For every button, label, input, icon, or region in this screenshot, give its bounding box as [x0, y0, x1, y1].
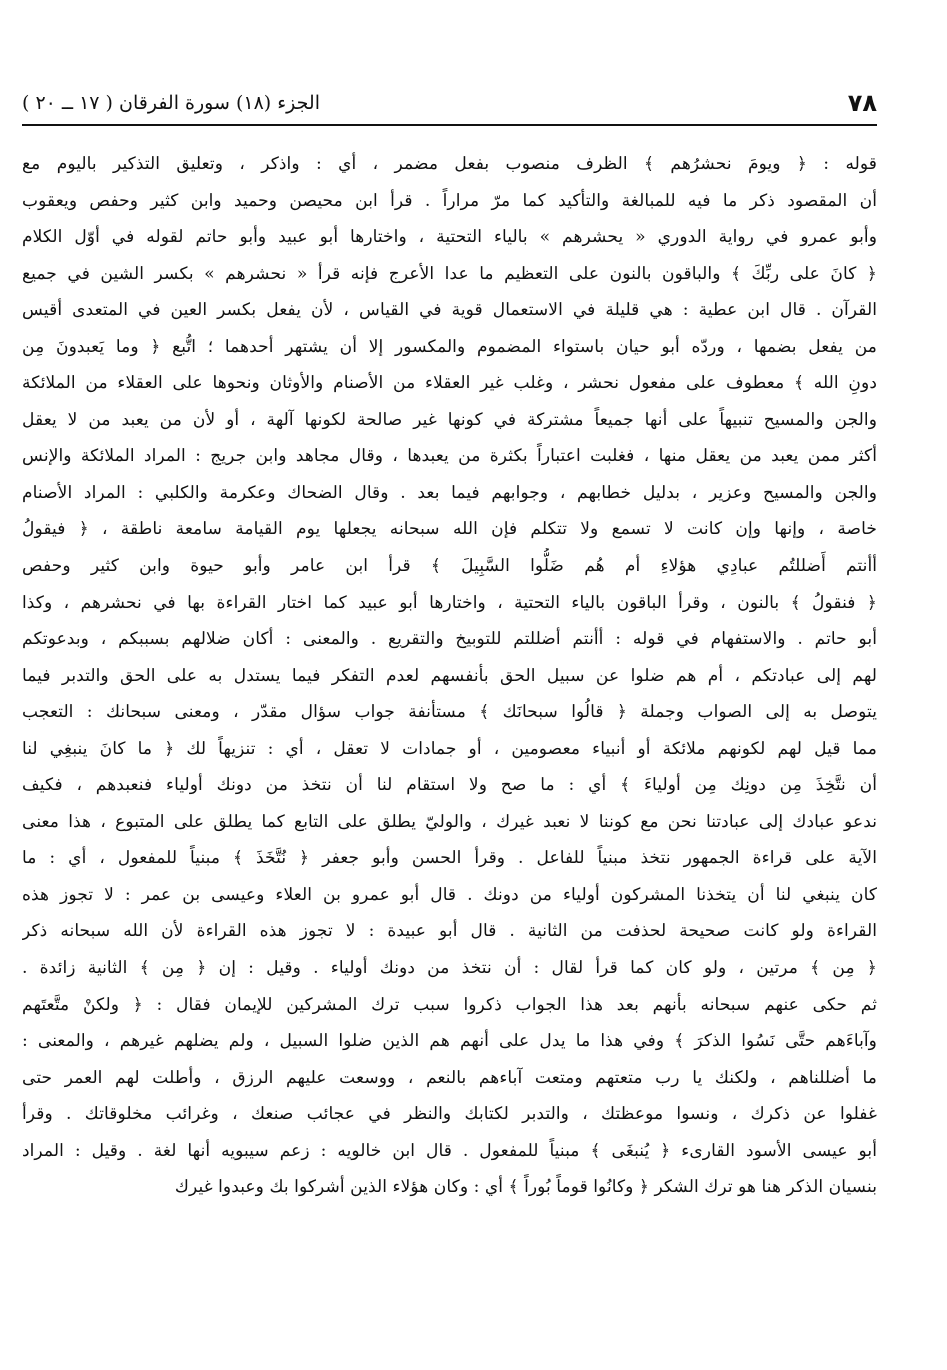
text-line: أن نتَّخِذَ مِن دونِك مِن أولياءَ ﴾ أي : ما صح ولا استقام لنا أن نتخذ من دونك أولياء فنعبدهم ، فكيف: [22, 775, 877, 796]
text-line: لهم إلى عبادتكم ، أم هم ضلوا عن سبيل الحق بأنفسهم لعدم التفكر فيما يستدل به على الحق والتدبر فيما: [22, 665, 877, 686]
text-line: وأبو عمرو في رواية الدوري « يحشرهم » بالياء التحتية ، واختارها أبو عبيد وأبو حاتم لقوله في أوّل الكلام: [22, 227, 877, 248]
text-line: قوله : ﴿ ويومَ نحشرُهم ﴾ الظرف منصوب بفعل مضمر ، أي : واذكر ، وتعليق التذكير باليوم مع: [22, 154, 877, 174]
text-line: ﴿ كانَ على ربِّكَ ﴾ والباقون بالنون على التعظيم ما عدا الأعرج فإنه قرأ « نحشرهم » بكسر الشين في جميع: [22, 263, 877, 284]
page-number: ٧٨: [847, 89, 877, 117]
text-line: أن المقصود ذكر ما فيه للمبالغة والتأكيد كما مرّ مراراً . قرأ ابن محيصن وحميد وابن كثير وحفص ويعقوب: [22, 190, 877, 211]
header-divider: [22, 124, 877, 126]
text-line: ﴿ فنقولُ ﴾ بالنون ، وقرأ الباقون بالياء التحتية ، واختارها أبو عبيد كما اختار القراءة بها في نحشرهم ، وكذا: [22, 592, 877, 613]
text-line: وآباءَهم حتَّى نَسُوا الذكرَ ﴾ وفي هذا ما يدل على أنهم هم الذين ضلوا السبيل ، ولم يضلهم غيرهم ، والمعنى :: [22, 1031, 877, 1052]
text-line: أبو عيسى الأسود القارىء ﴿ يُنبغَى ﴾ مبنياً للمفعول . قال ابن خالويه : زعم سيبويه أنها لغة . وقيل : المراد: [22, 1140, 877, 1161]
header-title: الجزء (١٨) سورة الفرقان ( ١٧ ــ ٢٠ ): [22, 92, 320, 114]
text-line: ثم حكى عنهم سبحانه بأنهم بعد هذا الجواب ذكروا سبب ترك المشركين للإيمان فقال : ﴿ ولكنْ متَّعتَهم: [22, 994, 877, 1015]
text-line: والجن والمسيح تنبيهاً على أنها جميعاً مشتركة في كونها غير صالحة لكونها آلهة ، أو لأن من يعبد من لا يعقل: [22, 409, 877, 430]
text-line: القراءة ولو كانت صحيحة لحذفت من الثانية . قال أبو عبيدة : لا تجوز هذه القراءة لأن الله سبحانه ذكر: [22, 921, 877, 942]
running-header: [22, 88, 877, 118]
text-line: يتوصل به إلى الصواب وجملة ﴿ قالُوا سبحانَك ﴾ مستأنفة جواب سؤال مقدّر ، ومعنى سبحانك : التعجب: [22, 702, 877, 723]
text-line: الآية على قراءة الجمهور نتخذ مبنياً للفاعل . وقرأ الحسن وأبو جعفر ﴿ نُتَّخَذَ ﴾ مبنياً للمفعول ، أي : ما: [22, 848, 877, 869]
text-line: بنسيان الذكر هنا هو ترك الشكر ﴿ وكانُوا قوماً بُوراً ﴾ أي : وكان هؤلاء الذين أشركوا بك وعبدوا غيرك: [174, 1177, 877, 1198]
text-line: من يفعل بضمها ، وردّه أبو حيان باستواء المضموم والمكسور إلا أن يشتهر أحدهما ؛ اتُّبع ﴿ وما يَعبدونَ مِن: [22, 336, 877, 357]
tafsir-body-text: [22, 146, 877, 1206]
text-line: ما أضللناهم ، ولكنك يا رب متعتهم ومتعت آباءهم بالنعم ، ووسعت عليهم الرزق ، وأطلت لهم العمر حتى: [22, 1067, 877, 1088]
text-line: كان ينبغي لنا أن يتخذنا المشركون أولياء من دونك . قال أبو عمرو بن العلاء وعيسى بن عمر : لا تجوز هذه: [22, 884, 877, 905]
text-line: ﴿ مِن ﴾ مرتين ، ولو كان كما قرأ لقال : أن نتخذ من دونك أولياء . وقيل : إن ﴿ مِن ﴾ الثانية زائدة .: [22, 958, 877, 979]
text-line: القرآن . قال ابن عطية : هي قليلة في الاستعمال قوية في القياس ، لأن يفعل بكسر العين في المتعدى أقيس: [22, 300, 877, 321]
text-line: والجن والمسيح وعزير ، بدليل خطابهم ، وجوابهم فيما بعد . وقال الضحاك وعكرمة والكلبي : المراد الأصنام: [22, 482, 877, 503]
text-line: مما قيل لهم لكونهم ملائكة أو أنبياء معصومين ، أو جمادات لا تعقل ، أي : تنزيهاً لك ﴿ ما كانَ ينبغِي لنا: [22, 738, 877, 759]
text-line: دونِ الله ﴾ معطوف على مفعول نحشر ، وغلب غير العقلاء من الأصنام والأوثان ونحوها على العقلاء من الملائكة: [22, 373, 877, 394]
text-line: أكثر ممن يعبد من يعقل منها ، فغلبت اعتباراً بكثرة من يعبدها ، وقال مجاهد وابن جريج : المراد الملائكة والإنس: [22, 446, 877, 467]
text-line: ندعو عبادك إلى عبادتنا نحن مع كوننا لا نعبد غيرك ، والوليّ يطلق على التابع كما يطلق على المتبوع ، هذا معنى: [22, 811, 877, 832]
text-line: أأنتم أَضللتُم عبادِي هؤلاءِ أم هُم ضَلُّوا السَّبِيلَ ﴾ قرأ ابن عامر وأبو حيوة وابن كثير وحفص: [22, 556, 877, 577]
text-line: غفلوا عن ذكرك ، ونسوا موعظتك ، والتدبر لكتابك والنظر في عجائب صنعك ، وغرائب مخلوقاتك . وقرأ: [22, 1104, 877, 1125]
text-line: خاصة ، وإنها وإن كانت لا تسمع ولا تتكلم فإن الله سبحانه يجعلها يوم القيامة سامعة ناطقة ، ﴿ فيقولُ: [22, 519, 877, 540]
text-line: أبو حاتم . والاستفهام في قوله : أأنتم أضللتم للتوبيخ والتقريع . والمعنى : أكان ضلالهم بسببكم ، وبدعوتكم: [22, 629, 877, 650]
